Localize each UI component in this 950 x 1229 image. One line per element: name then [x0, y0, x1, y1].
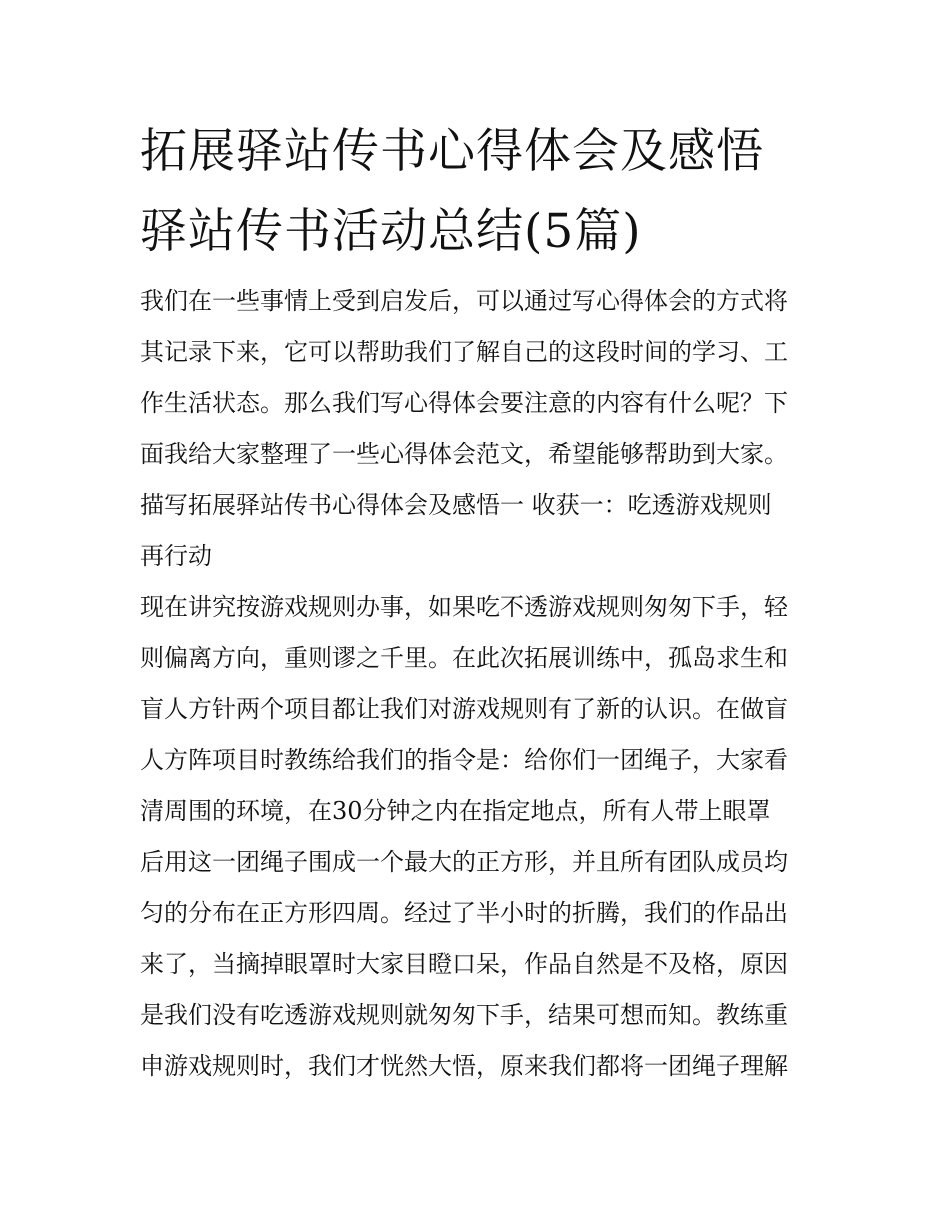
- section-heading: [140, 480, 816, 582]
- text-line: 则偏离方向，重则谬之千里。在此次拓展训练中，孤岛求生和: [140, 644, 788, 672]
- text-line: 描写拓展驿站传书心得体会及感悟一 收获一：吃透游戏规则: [140, 491, 772, 519]
- text-line: 其记录下来，它可以帮助我们了解自己的这段时间的学习、工: [140, 338, 788, 366]
- document-title: [140, 112, 820, 272]
- text-line: 作生活状态。那么我们写心得体会要注意的内容有什么呢？下: [140, 389, 788, 417]
- title-line: 拓展驿站传书心得体会及感悟: [140, 124, 764, 179]
- text-line: 盲人方针两个项目都让我们对游戏规则有了新的认识。在做盲: [140, 695, 788, 723]
- text-line: 现在讲究按游戏规则办事，如果吃不透游戏规则匆匆下手，轻: [140, 593, 788, 621]
- text-line: 我们在一些事情上受到启发后，可以通过写心得体会的方式将: [140, 287, 788, 315]
- text-line: 再行动: [140, 542, 212, 570]
- text-line: 是我们没有吃透游戏规则就匆匆下手，结果可想而知。教练重: [140, 1001, 788, 1029]
- text-line: 匀的分布在正方形四周。经过了半小时的折腾，我们的作品出: [140, 899, 788, 927]
- text-line: 后用这一团绳子围成一个最大的正方形，并且所有团队成员均: [140, 848, 788, 876]
- text-line: 申游戏规则时，我们才恍然大悟，原来我们都将一团绳子理解: [140, 1052, 788, 1080]
- title-line: 驿站传书活动总结(5篇): [140, 204, 642, 259]
- text-line: 来了，当摘掉眼罩时大家目瞪口呆，作品自然是不及格，原因: [140, 950, 788, 978]
- text-line: 人方阵项目时教练给我们的指令是：给你们一团绳子，大家看: [140, 746, 788, 774]
- body-paragraph: [140, 582, 816, 1092]
- document-body: [140, 276, 816, 1092]
- intro-paragraph: [140, 276, 816, 480]
- text-line: 清周围的环境，在30分钟之内在指定地点，所有人带上眼罩: [140, 797, 771, 825]
- text-line: 面我给大家整理了一些心得体会范文，希望能够帮助到大家。: [140, 440, 788, 468]
